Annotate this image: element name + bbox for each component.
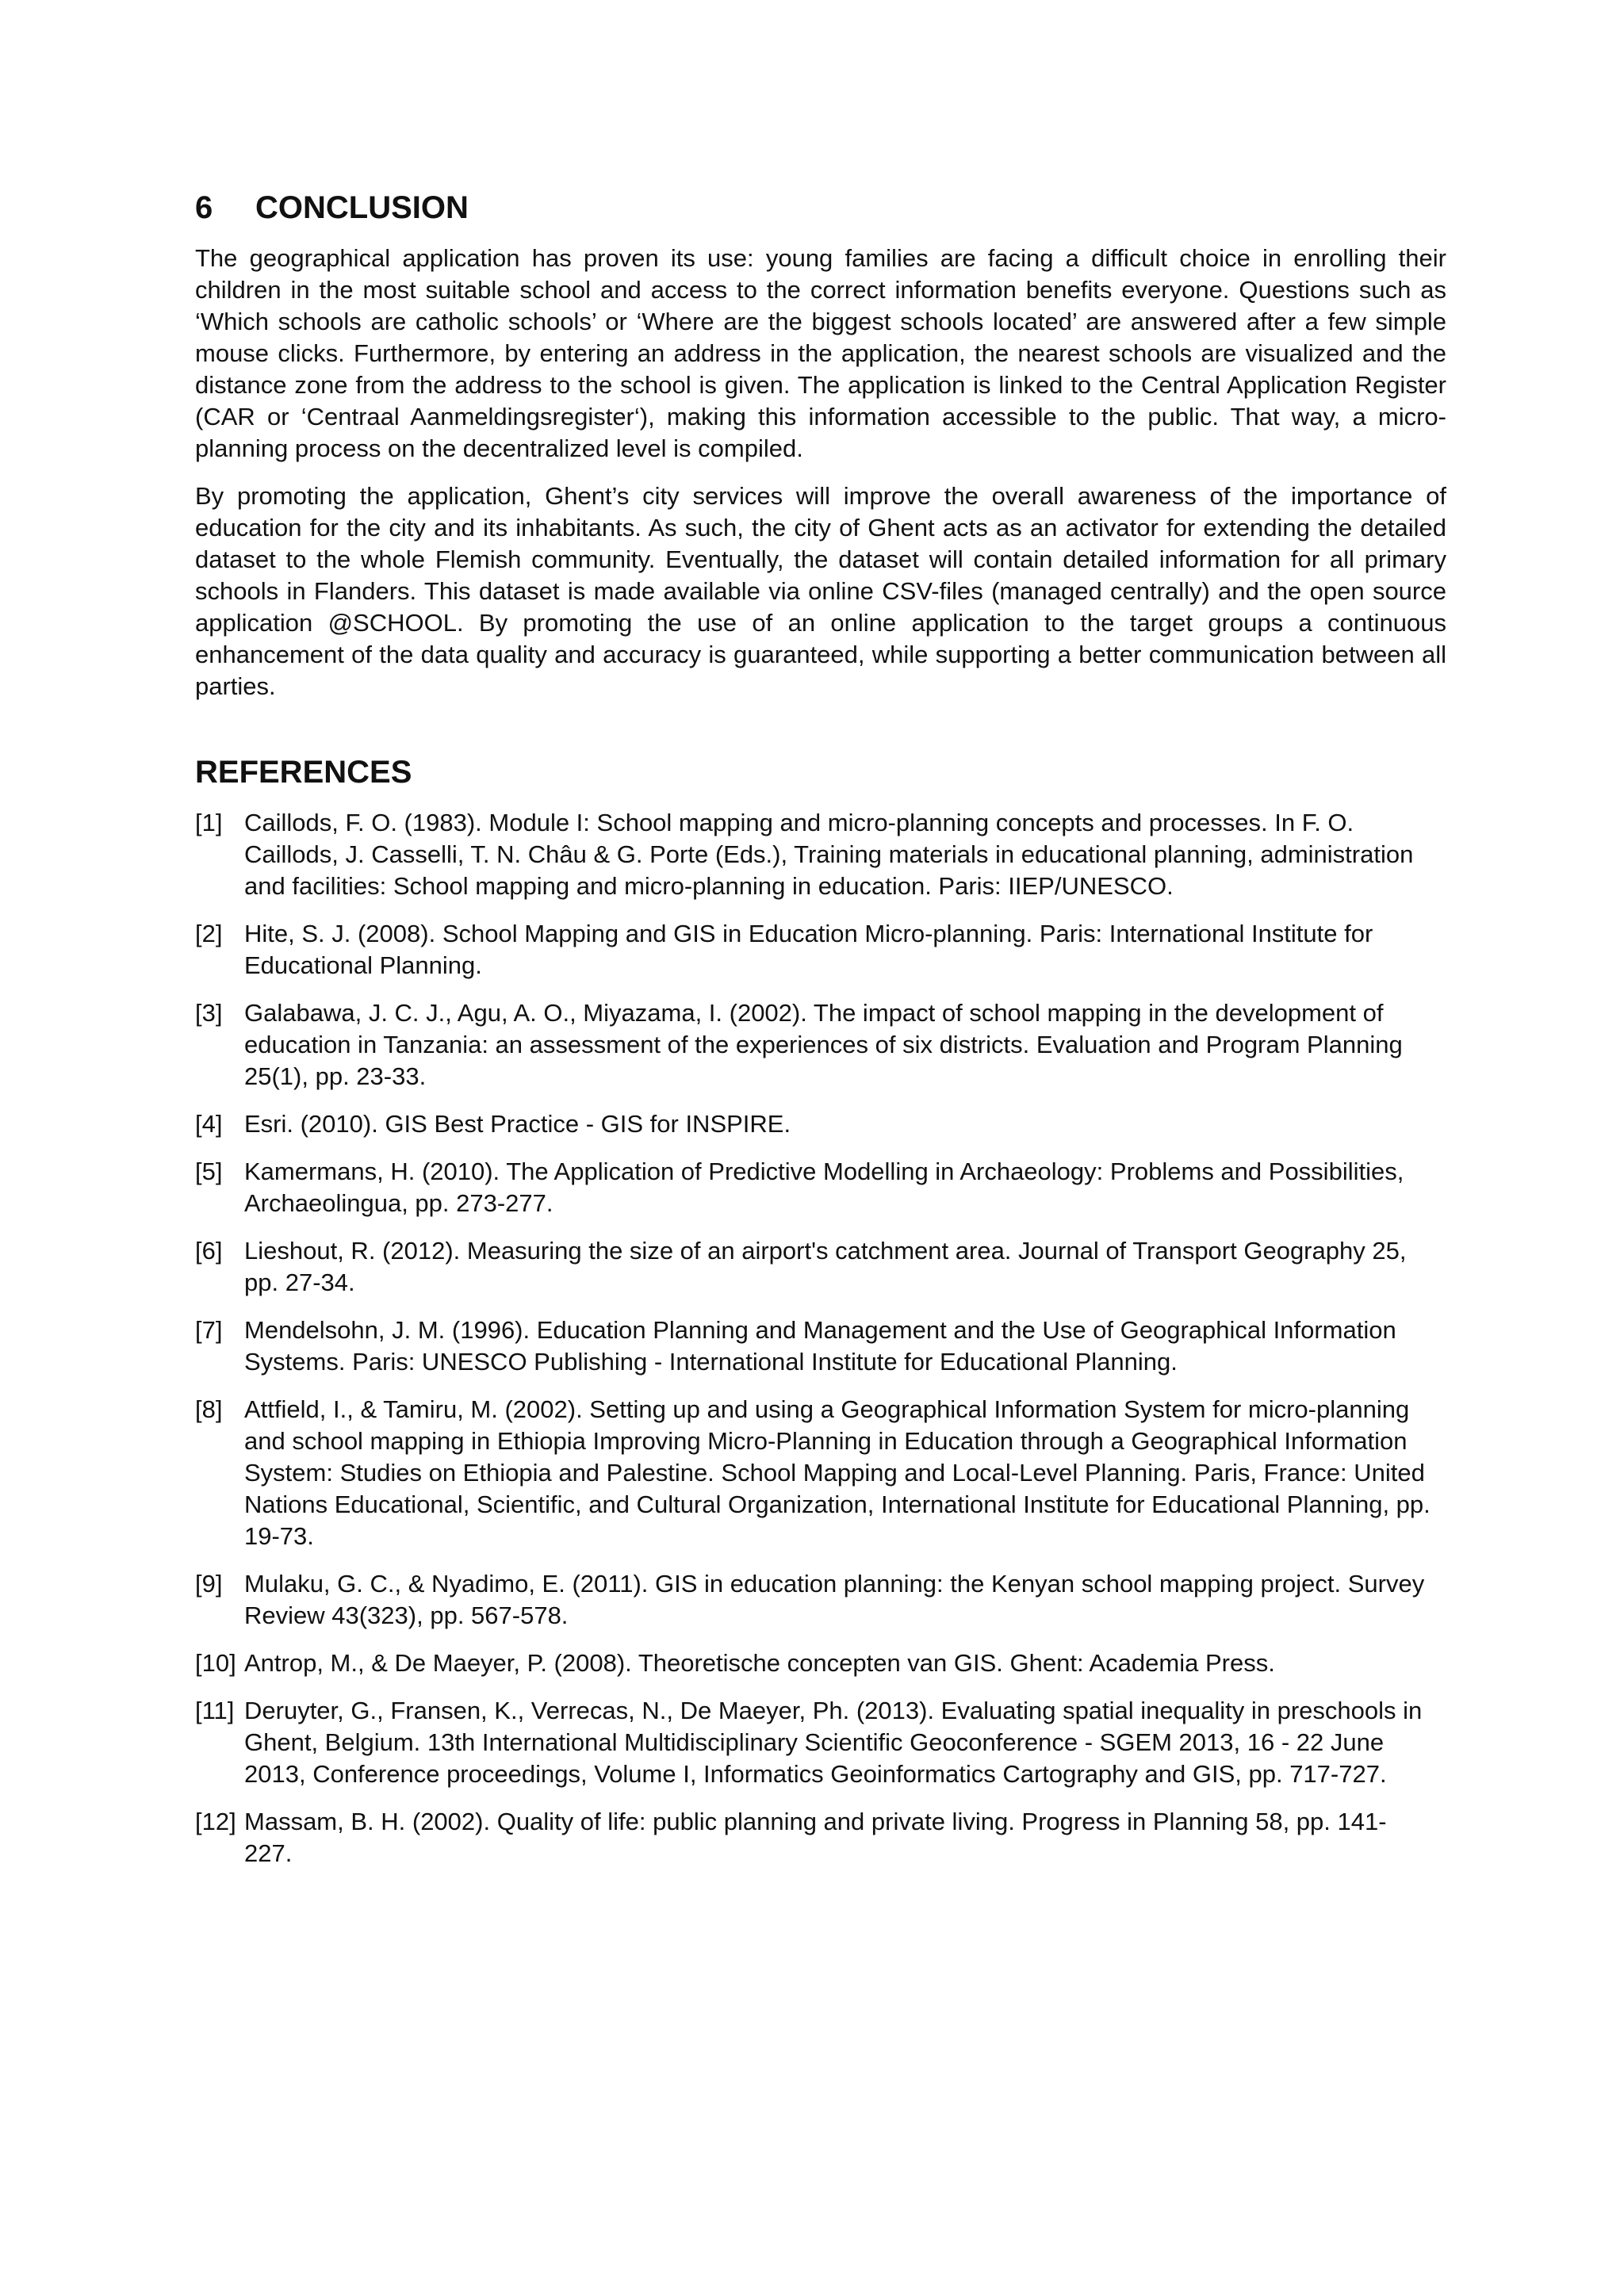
reference-number: [11] bbox=[195, 1697, 235, 1724]
reference-item bbox=[195, 1806, 1446, 1869]
reference-number: [6] bbox=[195, 1237, 223, 1265]
reference-number: [9] bbox=[195, 1570, 223, 1598]
reference-item bbox=[195, 997, 1446, 1093]
reference-number: [3] bbox=[195, 999, 223, 1027]
reference-text: Kamermans, H. (2010). The Application of Predictive Modelling in Archaeology: Problems and Possibilities, Archaeolingua, pp. 273-277. bbox=[244, 1158, 1404, 1217]
reference-number: [12] bbox=[195, 1808, 236, 1835]
reference-text: Antrop, M., & De Maeyer, P. (2008). Theoretische concepten van GIS. Ghent: Academia Press. bbox=[244, 1649, 1275, 1677]
conclusion-paragraph-2: By promoting the application, Ghent’s city services will improve the overall awareness of the importance of education for the city and its inhabitants. As such, the city of Ghent acts as an activator for extending the detailed dataset to the whole Flemish community. Eventually, the dataset will contain detailed information for all primary schools in Flanders. This dataset is made available via online CSV-files (managed centrally) and the open source application @SCHOOL. By promoting the use of an online application to the target groups a continuous enhancement of the data quality and accuracy is guaranteed, while supporting a better communication between all parties. bbox=[195, 482, 1446, 700]
reference-number: [7] bbox=[195, 1316, 223, 1344]
reference-number: [2] bbox=[195, 920, 223, 947]
reference-item bbox=[195, 1568, 1446, 1632]
reference-number: [5] bbox=[195, 1158, 223, 1185]
reference-text: Massam, B. H. (2002). Quality of life: public planning and private living. Progress in Planning 58, pp. 141-227. bbox=[244, 1808, 1387, 1867]
reference-text: Deruyter, G., Fransen, K., Verrecas, N., De Maeyer, Ph. (2013). Evaluating spatial inequality in preschools in Ghent, Belgium. 13th International Multidisciplinary Scientific Geoconference - SGEM 2013, 16 - 22 June 2013, Conference proceedings, Volume I, Informatics Geoinformatics Cartography and GIS, pp. 717-727. bbox=[244, 1697, 1423, 1788]
reference-text: Lieshout, R. (2012). Measuring the size of an airport's catchment area. Journal of Transport Geography 25, pp. 27-34. bbox=[244, 1237, 1407, 1296]
references-heading: REFERENCES bbox=[195, 755, 412, 790]
reference-item bbox=[195, 1314, 1446, 1378]
reference-number: [8] bbox=[195, 1395, 223, 1423]
page-content bbox=[195, 187, 1446, 1885]
reference-item bbox=[195, 1394, 1446, 1552]
section-heading-conclusion bbox=[195, 187, 1446, 228]
reference-list bbox=[195, 807, 1446, 1869]
reference-item bbox=[195, 1695, 1446, 1790]
reference-text: Galabawa, J. C. J., Agu, A. O., Miyazama, I. (2002). The impact of school mapping in the development of education in Tanzania: an assessment of the experiences of six districts. Evaluation and Program Planning 25(1), pp. 23-33. bbox=[244, 999, 1403, 1090]
reference-item bbox=[195, 1235, 1446, 1299]
reference-number: [1] bbox=[195, 809, 223, 836]
reference-item bbox=[195, 1108, 1446, 1140]
reference-item bbox=[195, 807, 1446, 902]
reference-text: Mendelsohn, J. M. (1996). Education Planning and Management and the Use of Geographical Information Systems. Paris: UNESCO Publishing - International Institute for Educational Planning. bbox=[244, 1316, 1396, 1376]
reference-text: Caillods, F. O. (1983). Module I: School mapping and micro-planning concepts and processes. In F. O. Caillods, J. Casselli, T. N. Châu & G. Porte (Eds.), Training materials in educational planning, administration and facilities: School mapping and micro-planning in education. Paris: IIEP/UNESCO. bbox=[244, 809, 1414, 900]
reference-text: Attfield, I., & Tamiru, M. (2002). Setting up and using a Geographical Information System for micro-planning and school mapping in Ethiopia Improving Micro-Planning in Education through a Geographical Information System: Studies on Ethiopia and Palestine. School Mapping and Local-Level Planning. Paris, France: United Nations Educational, Scientific, and Cultural Organization, International Institute for Educational Planning, pp. 19-73. bbox=[244, 1395, 1431, 1550]
section-title: CONCLUSION bbox=[255, 190, 469, 225]
reference-item bbox=[195, 1647, 1446, 1679]
reference-item bbox=[195, 1156, 1446, 1219]
reference-text: Hite, S. J. (2008). School Mapping and GIS in Education Micro-planning. Paris: International Institute for Educational Planning. bbox=[244, 920, 1373, 979]
reference-number: [4] bbox=[195, 1110, 223, 1138]
reference-number: [10] bbox=[195, 1649, 236, 1677]
section-number: 6 bbox=[195, 190, 213, 225]
conclusion-paragraph-1: The geographical application has proven its use: young families are facing a difficult choice in enrolling their children in the most suitable school and access to the correct information benefits everyone. Questions such as ‘Which schools are catholic schools’ or ‘Where are the biggest schools located’ are answered after a few simple mouse clicks. Furthermore, by entering an address in the application, the nearest schools are visualized and the distance zone from the address to the school is given. The application is linked to the Central Application Register (CAR or ‘Centraal Aanmeldingsregister‘), making this information accessible to the public. That way, a micro-planning process on the decentralized level is compiled. bbox=[195, 244, 1446, 462]
reference-text: Mulaku, G. C., & Nyadimo, E. (2011). GIS in education planning: the Kenyan school mapping project. Survey Review 43(323), pp. 567-578. bbox=[244, 1570, 1425, 1629]
reference-text: Esri. (2010). GIS Best Practice - GIS for INSPIRE. bbox=[244, 1110, 791, 1138]
reference-item bbox=[195, 918, 1446, 982]
